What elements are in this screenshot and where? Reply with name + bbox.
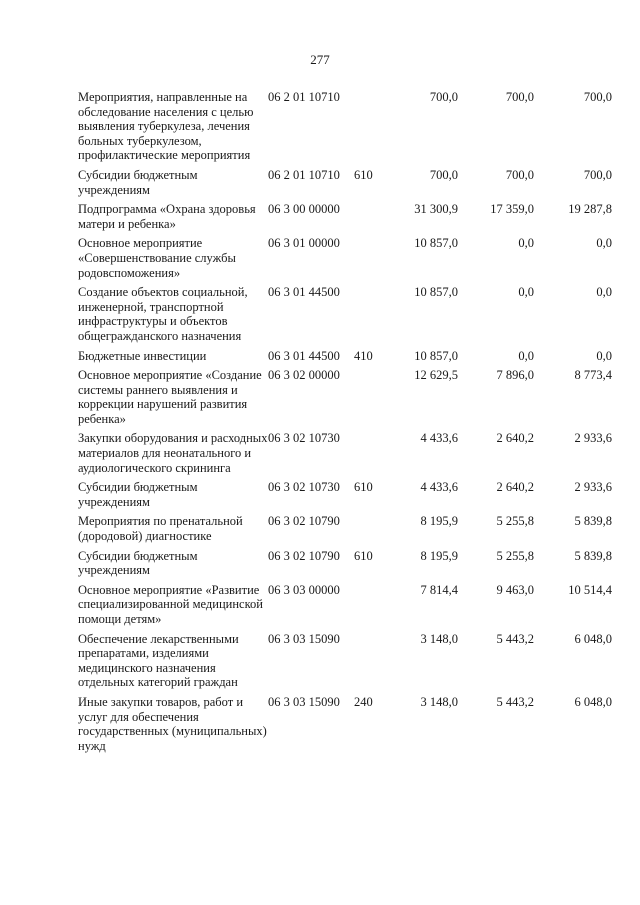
row-amount-year1: 10 857,0 [414,236,458,251]
row-name: Бюджетные инвестиции [78,348,207,363]
row-expense-type: 240 [354,694,373,709]
row-name: Мероприятия по пренатальной (дородовой) диагностике [78,514,243,544]
table-row [78,583,612,632]
table-row [78,90,612,168]
row-expense-type [354,285,382,348]
row-amount-year2: 0,0 [518,236,534,251]
row-expense-type: 410 [354,348,373,363]
row-amount-year2: 0,0 [518,285,534,300]
row-amount-year2: 17 359,0 [490,202,534,217]
row-name: Основное мероприятие «Развитие специализированной медицинской помощи детям» [78,582,263,626]
row-code: 06 3 02 00000 [268,368,340,383]
row-expense-type [354,583,382,632]
table-row [78,202,612,236]
row-name: Субсидии бюджетным учреждениям [78,548,198,578]
row-code: 06 3 01 00000 [268,236,340,251]
row-code: 06 3 02 10790 [268,514,340,529]
row-amount-year2: 5 443,2 [496,694,534,709]
row-amount-year2: 5 443,2 [496,631,534,646]
row-amount-year2: 9 463,0 [496,582,534,597]
row-amount-year3: 5 839,8 [574,514,612,529]
row-name: Основное мероприятие «Совершенствование службы родовспоможения» [78,236,236,280]
row-code: 06 3 02 10730 [268,431,340,446]
row-code: 06 3 02 10730 [268,480,340,495]
row-amount-year3: 19 287,8 [568,202,612,217]
row-code: 06 3 03 15090 [268,694,340,709]
row-amount-year3: 700,0 [583,90,612,104]
row-amount-year3: 2 933,6 [574,480,612,495]
row-code: 06 3 03 15090 [268,631,340,646]
row-amount-year3: 10 514,4 [568,582,612,597]
row-name: Иные закупки товаров, работ и услуг для обеспечения государственных (муниципальных) нужд [78,694,267,753]
page-number: 277 [310,52,330,67]
row-expense-type [354,632,382,695]
row-code: 06 3 00 00000 [268,202,340,217]
table-row [78,480,612,514]
row-code: 06 3 02 10790 [268,548,340,563]
table-row [78,368,612,431]
row-amount-year3: 2 933,6 [574,431,612,446]
row-name: Обеспечение лекарственными препаратами, изделиями медицинского назначения отдельных категорий граждан [78,631,239,690]
row-code: 06 3 03 00000 [268,582,340,597]
row-amount-year2: 700,0 [505,90,534,104]
row-name: Подпрограмма «Охрана здоровья матери и ребенка» [78,202,256,231]
table-row [78,168,612,202]
table-row [78,695,612,758]
row-expense-type [354,236,382,285]
row-amount-year3: 8 773,4 [574,368,612,383]
row-amount-year1: 8 195,9 [420,514,458,529]
row-name: Мероприятия, направленные на обследование населения с целью выявления туберкулеза, лечения больных туберкулезом, профилактические мероприятия [78,90,254,163]
row-amount-year1: 700,0 [429,90,458,104]
row-expense-type [354,431,382,480]
row-name: Создание объектов социальной, инженерной, транспортной инфраструктуры и объектов общегражданского назначения [78,285,248,343]
row-code: 06 2 01 10710 [268,90,340,104]
row-amount-year1: 10 857,0 [414,285,458,300]
row-expense-type [354,90,382,168]
row-expense-type: 610 [354,480,373,495]
row-expense-type [354,368,382,431]
row-expense-type [354,202,382,236]
row-name: Основное мероприятие «Создание системы раннего выявления и коррекции нарушений развития ребенка» [78,368,262,426]
row-amount-year2: 700,0 [505,167,534,182]
row-amount-year2: 5 255,8 [496,548,534,563]
row-amount-year3: 6 048,0 [574,631,612,646]
row-code: 06 2 01 10710 [268,167,340,182]
table-row [78,514,612,548]
row-amount-year3: 700,0 [583,167,612,182]
row-amount-year1: 3 148,0 [420,694,458,709]
table-row [78,236,612,285]
row-name: Закупки оборудования и расходных материалов для неонатального и аудиологического скрининга [78,431,268,475]
row-amount-year3: 0,0 [596,285,612,300]
row-amount-year1: 4 433,6 [420,431,458,446]
row-name: Субсидии бюджетным учреждениям [78,480,198,509]
row-code: 06 3 01 44500 [268,285,340,300]
row-amount-year1: 12 629,5 [414,368,458,383]
row-amount-year3: 6 048,0 [574,694,612,709]
row-expense-type [354,514,382,548]
table-row [78,632,612,695]
row-expense-type: 610 [354,167,373,182]
row-amount-year1: 7 814,4 [420,582,458,597]
row-amount-year3: 0,0 [596,348,612,363]
row-amount-year1: 8 195,9 [420,548,458,563]
table-row [78,285,612,348]
table-row [78,349,612,369]
budget-table [78,90,612,758]
row-amount-year1: 4 433,6 [420,480,458,495]
row-amount-year2: 7 896,0 [496,368,534,383]
row-amount-year2: 0,0 [518,348,534,363]
row-amount-year3: 5 839,8 [574,548,612,563]
row-amount-year3: 0,0 [596,236,612,251]
row-amount-year1: 3 148,0 [420,631,458,646]
row-expense-type: 610 [354,548,373,563]
row-amount-year1: 700,0 [429,167,458,182]
row-amount-year1: 31 300,9 [414,202,458,217]
row-amount-year2: 2 640,2 [496,431,534,446]
table-row [78,431,612,480]
table-row [78,549,612,583]
row-code: 06 3 01 44500 [268,348,340,363]
row-amount-year1: 10 857,0 [414,348,458,363]
row-name: Субсидии бюджетным учреждениям [78,167,198,197]
row-amount-year2: 5 255,8 [496,514,534,529]
row-amount-year2: 2 640,2 [496,480,534,495]
